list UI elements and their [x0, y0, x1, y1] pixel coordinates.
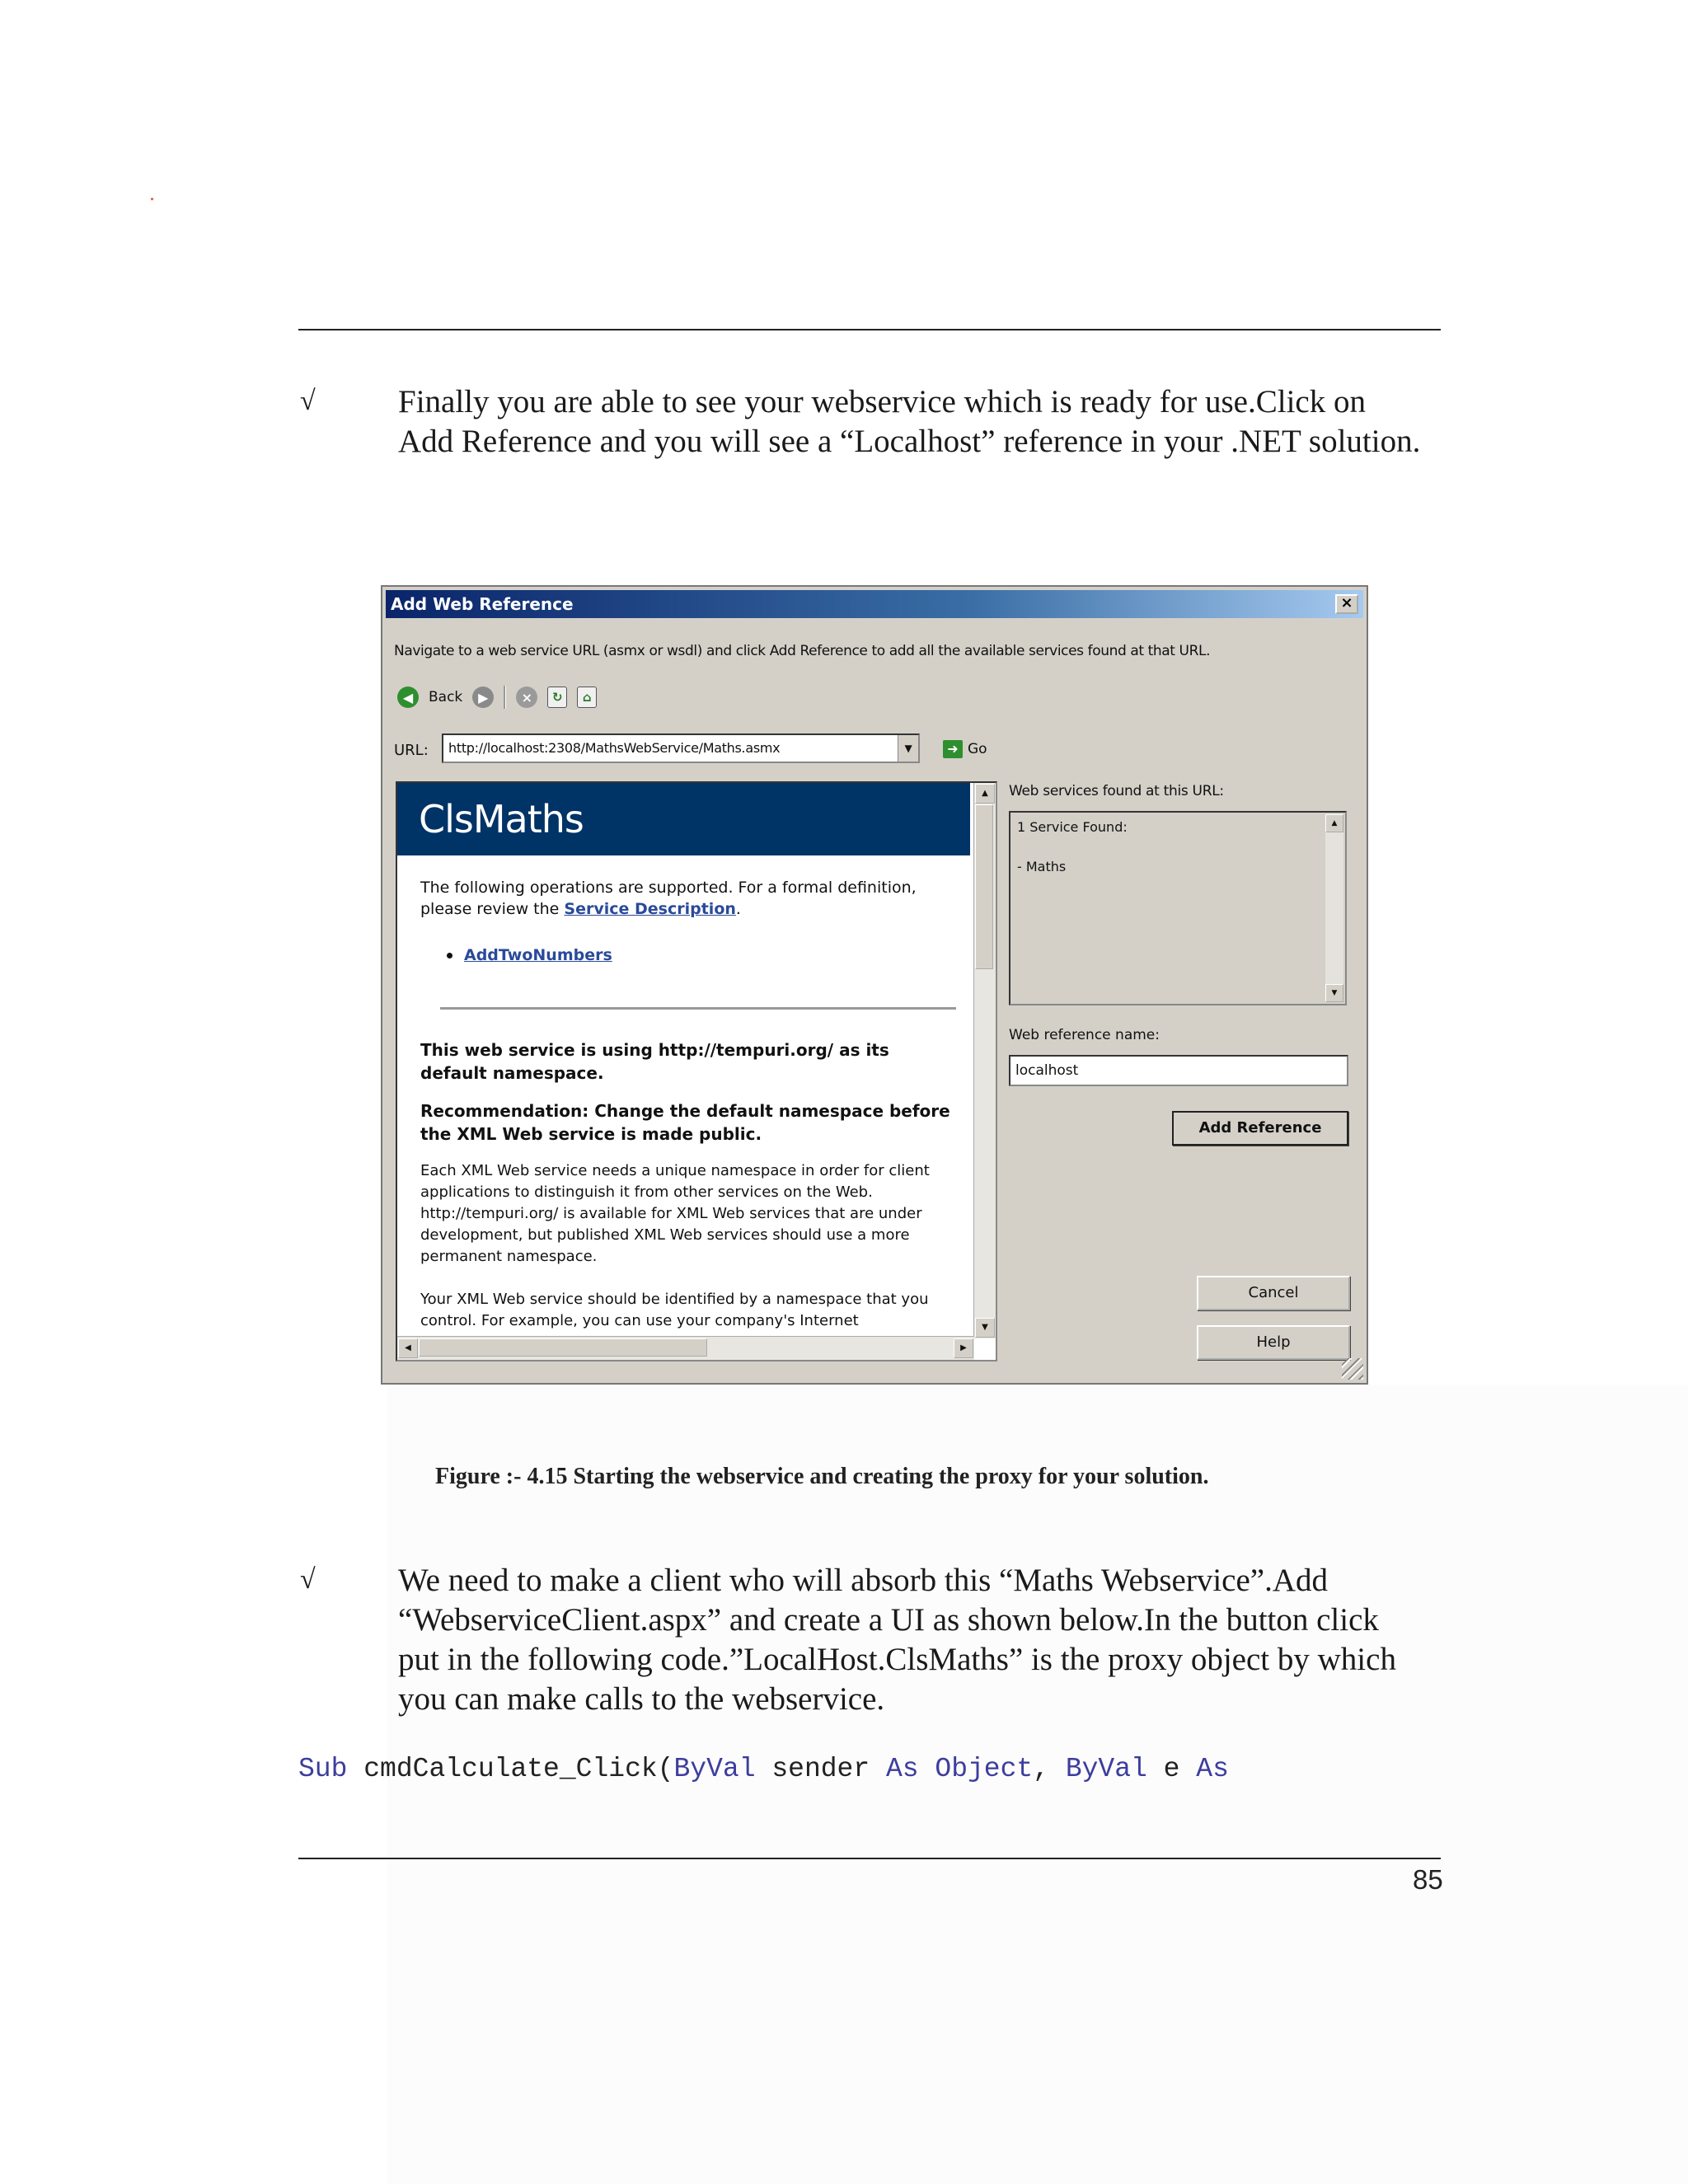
- namespace-advice: Your XML Web service should be identified by a namespace that you control. For example, you can use your company's Internet: [420, 1291, 929, 1329]
- header-rule: [298, 329, 1441, 330]
- dialog-instructions: Navigate to a web service URL (asmx or wsdl) and click Add Reference to add all the available services found at that URL.: [394, 643, 1211, 659]
- url-input[interactable]: [442, 733, 920, 763]
- code-keyword-as-2: As: [1196, 1754, 1229, 1784]
- recommendation-heading: Recommendation: Change the default namespace before the XML Web service is made public.: [420, 1101, 950, 1144]
- paragraph-2-line-3: put in the following code.”LocalHost.ClsMaths” is the proxy object by which: [398, 1642, 1396, 1677]
- list-scroll-down-arrow-icon[interactable]: ▼: [1325, 984, 1343, 1002]
- go-button[interactable]: [943, 740, 987, 758]
- code-method-name: cmdCalculate_Click(: [347, 1754, 674, 1784]
- services-found-item: - Maths: [1017, 859, 1067, 874]
- help-button[interactable]: Help: [1197, 1325, 1350, 1360]
- code-sender: sender: [755, 1754, 886, 1784]
- paragraph-2: [398, 1561, 1445, 1719]
- home-icon[interactable]: ⌂: [577, 687, 597, 708]
- scroll-down-arrow-icon[interactable]: ▼: [975, 1318, 995, 1338]
- bullet-dot-icon: [447, 953, 452, 958]
- code-keyword-byval: ByVal: [673, 1754, 756, 1784]
- scroll-up-arrow-icon[interactable]: ▲: [975, 784, 995, 804]
- code-keyword-as: As: [885, 1754, 919, 1784]
- add-two-numbers-link[interactable]: AddTwoNumbers: [464, 946, 612, 964]
- stray-mark: [151, 198, 153, 200]
- horizontal-scroll-thumb[interactable]: [419, 1338, 707, 1357]
- paragraph-2-line-4: you can make calls to the webservice.: [398, 1681, 885, 1717]
- namespace-explanation: Each XML Web service needs a unique namespace in order for client applications to distinguish it from other services on the Web. http://tempuri.org/ is available for XML Web services that are under development, but published XML Web services should use a more permanent namespace.: [420, 1162, 930, 1265]
- toolbar-separator: [504, 686, 506, 709]
- back-button-label[interactable]: Back: [429, 689, 463, 705]
- resize-grip-icon[interactable]: [1342, 1358, 1363, 1380]
- forward-arrow-icon[interactable]: ▶: [472, 687, 494, 708]
- go-arrow-icon: ➜: [943, 740, 963, 758]
- footer-rule: [298, 1858, 1441, 1859]
- paragraph-2-line-1: We need to make a client who will absorb this “Maths Webservice”.Add: [398, 1563, 1329, 1598]
- go-label: Go: [968, 741, 987, 757]
- code-space: [919, 1754, 935, 1784]
- paragraph-1-line-1: Finally you are able to see your webservice which is ready for use.Click on: [398, 384, 1366, 419]
- add-reference-button[interactable]: Add Reference: [1172, 1111, 1348, 1146]
- url-dropdown-arrow-icon[interactable]: ▼: [898, 735, 918, 762]
- url-value: http://localhost:2308/MathsWebService/Maths.asmx: [448, 740, 781, 756]
- paragraph-1: [398, 382, 1445, 462]
- services-found-label: Web services found at this URL:: [1009, 783, 1224, 799]
- code-line: [298, 1754, 1229, 1784]
- web-reference-name-label: Web reference name:: [1009, 1027, 1160, 1043]
- code-keyword-object: Object: [935, 1754, 1034, 1784]
- page-number: 85: [1413, 1864, 1443, 1895]
- url-label: URL:: [394, 742, 429, 759]
- close-button[interactable]: ×: [1335, 594, 1358, 614]
- browser-toolbar: [397, 681, 597, 714]
- operations-intro: [420, 877, 956, 920]
- list-scroll-up-arrow-icon[interactable]: ▲: [1325, 814, 1343, 832]
- web-reference-name-input[interactable]: localhost: [1009, 1055, 1348, 1086]
- code-keyword-byval-2: ByVal: [1065, 1754, 1147, 1784]
- page-background-shade: [387, 1385, 1688, 2184]
- add-web-reference-dialog: [381, 585, 1368, 1385]
- cancel-button[interactable]: Cancel: [1197, 1276, 1350, 1310]
- paragraph-2-line-2: “WebserviceClient.aspx” and create a UI as shown below.In the button click: [398, 1602, 1379, 1638]
- operations-intro-end: .: [735, 900, 741, 918]
- figure-caption: Figure :- 4.15 Starting the webservice and creating the proxy for your solution.: [435, 1464, 1209, 1489]
- browser-vertical-scrollbar[interactable]: [973, 783, 996, 1338]
- services-found-count: 1 Service Found:: [1017, 819, 1128, 835]
- code-keyword-sub: Sub: [298, 1754, 348, 1784]
- code-comma: ,: [1033, 1754, 1066, 1784]
- dialog-title: Add Web Reference: [391, 594, 574, 614]
- scroll-right-arrow-icon[interactable]: ▶: [954, 1338, 973, 1358]
- dialog-titlebar: [386, 590, 1363, 618]
- service-name-banner: ClsMaths: [397, 783, 970, 855]
- code-e-param: e: [1146, 1754, 1197, 1784]
- services-found-list[interactable]: [1009, 811, 1347, 1005]
- service-description-link[interactable]: Service Description: [564, 900, 736, 918]
- paragraph-1-line-2: Add Reference and you will see a “Localhost” reference in your .NET solution.: [398, 424, 1421, 459]
- divider: [440, 1007, 956, 1010]
- operation-list-item: [447, 946, 612, 964]
- service-browser-pane[interactable]: [396, 781, 997, 1361]
- namespace-heading: This web service is using http://tempuri.org/ as its default namespace.: [420, 1040, 889, 1083]
- scroll-left-arrow-icon[interactable]: ◀: [398, 1338, 418, 1358]
- services-list-scrollbar[interactable]: [1325, 814, 1343, 1002]
- back-arrow-icon[interactable]: ◀: [397, 687, 419, 708]
- stop-icon[interactable]: ×: [516, 687, 537, 708]
- refresh-icon[interactable]: ↻: [547, 687, 567, 708]
- browser-horizontal-scrollbar[interactable]: [397, 1336, 974, 1360]
- vertical-scroll-thumb[interactable]: [975, 804, 993, 969]
- bullet-mark-1: √: [300, 386, 316, 416]
- operations-intro-text: The following operations are supported. For a formal definition, please review the: [420, 879, 917, 918]
- bullet-mark-2: √: [300, 1564, 316, 1595]
